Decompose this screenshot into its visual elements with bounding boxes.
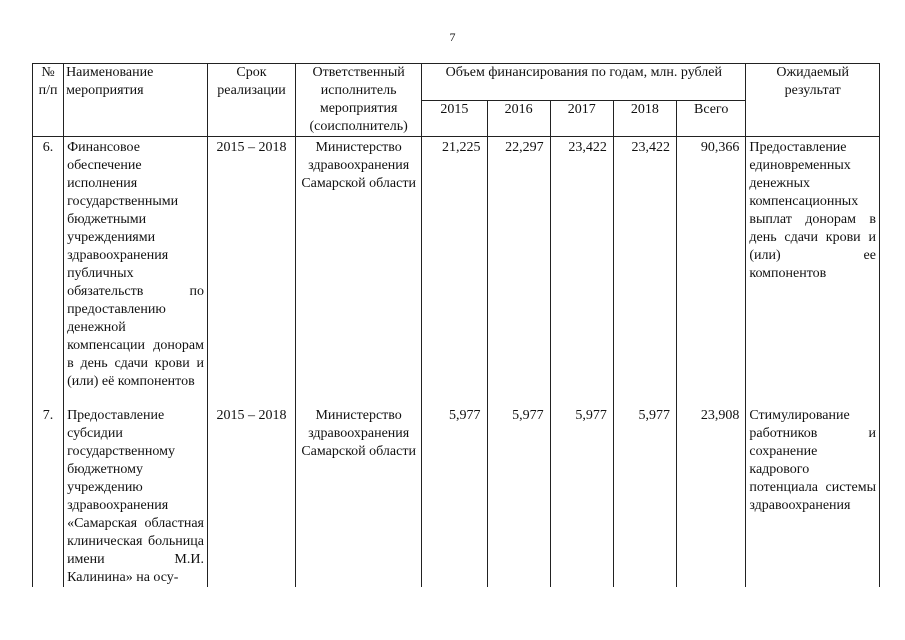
value-2017: 5,977 [550, 391, 613, 587]
header-year-2018: 2018 [613, 100, 676, 137]
value-2018: 23,422 [613, 137, 676, 392]
value-2016: 5,977 [487, 391, 550, 587]
header-year-2016: 2016 [487, 100, 550, 137]
header-term: Срок реализации [207, 64, 295, 137]
header-name: Наименование мероприятия [64, 64, 208, 137]
header-year-2017: 2017 [550, 100, 613, 137]
value-2018: 5,977 [613, 391, 676, 587]
activity-name: Предоставление субсидии государственному бюджетному учреждению здравоохранения «Самарская областная клиническая больница имени М.И. Калинина» на осу- [64, 391, 208, 587]
responsible-executor: Министерство здравоохранения Самарской области [295, 137, 421, 392]
header-responsible: Ответственный исполнитель мероприятия (соисполнитель) [295, 64, 421, 137]
table-row [33, 391, 880, 587]
header-result: Ожидаемый результат [746, 64, 880, 137]
responsible-executor: Министерство здравоохранения Самарской области [295, 391, 421, 587]
page-number: 7 [449, 30, 456, 44]
row-number: 7. [33, 391, 64, 587]
header-total: Всего [676, 100, 745, 137]
value-2017: 23,422 [550, 137, 613, 392]
program-activities-table [32, 63, 880, 587]
row-number: 6. [33, 137, 64, 392]
value-2015: 21,225 [422, 137, 487, 392]
activity-name: Финансовое обеспечение исполнения государственными бюджетными учреждениями здравоохранения публичных обязательств по предоставлению денежной компенсации донорам в день сдачи крови и (или) её компонентов [64, 137, 208, 392]
value-2016: 22,297 [487, 137, 550, 392]
value-total: 90,366 [676, 137, 745, 392]
table-row [33, 137, 880, 392]
header-num: № п/п [33, 64, 64, 137]
implementation-term: 2015 – 2018 [207, 391, 295, 587]
header-year-2015: 2015 [422, 100, 487, 137]
implementation-term: 2015 – 2018 [207, 137, 295, 392]
value-2015: 5,977 [422, 391, 487, 587]
header-financing: Объем финансирования по годам, млн. рублей [422, 64, 746, 101]
value-total: 23,908 [676, 391, 745, 587]
expected-result: Предоставление единовременных денежных компенсационных выплат донорам в день сдачи крови и (или) ее компонентов [746, 137, 880, 392]
expected-result: Стимулирование работников и сохранение кадрового потенциала системы здравоохранения [746, 391, 880, 587]
